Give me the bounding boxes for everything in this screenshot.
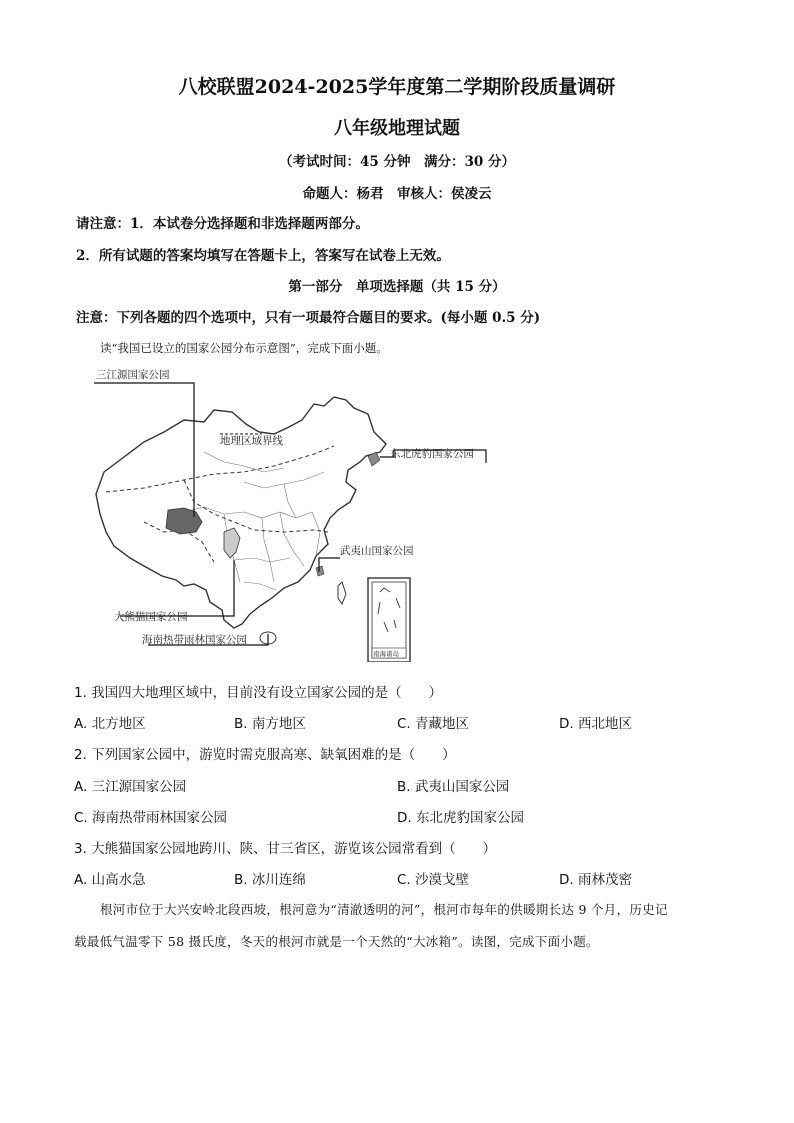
taiwan-island — [338, 582, 346, 604]
note-2: 2．所有试题的答案均填写在答题卡上，答案写在试卷上无效。 — [76, 248, 450, 264]
label-nanhai: 南海诸岛 — [373, 650, 399, 658]
china-map-svg — [84, 362, 504, 662]
q1-option-c[interactable]: C. 青藏地区 — [397, 716, 470, 732]
q1-option-d[interactable]: D. 西北地区 — [559, 716, 632, 732]
label-boundary: 地理区域界线 — [220, 435, 283, 447]
q3-option-b[interactable]: B. 冰川连绵 — [234, 872, 306, 888]
q3-option-c[interactable]: C. 沙漠戈壁 — [397, 872, 470, 888]
exam-subtitle: 八年级地理试题 — [334, 118, 460, 139]
exam-title: 八校联盟2024-2025学年度第二学期阶段质量调研 — [178, 76, 616, 98]
question-1-stem: 1. 我国四大地理区域中，目前没有设立国家公园的是（ ） — [74, 685, 443, 701]
q1-option-b[interactable]: B. 南方地区 — [234, 716, 306, 732]
daxiongmao-area — [224, 528, 240, 558]
question-3-stem: 3. 大熊猫国家公园地跨川、陕、甘三省区，游览该公园常看到（ ） — [74, 841, 497, 857]
label-sanjiangyuan: 三江源国家公园 — [96, 369, 170, 381]
label-wuyishan: 武夷山国家公园 — [340, 545, 414, 557]
q3-option-a[interactable]: A. 山高水急 — [74, 872, 146, 888]
passage-line-1: 根河市位于大兴安岭北段西坡，根河意为“清澈透明的河”，根河市每年的供暖期长达 9 个月，历史记 — [100, 902, 668, 917]
q1-option-a[interactable]: A. 北方地区 — [74, 716, 146, 732]
section-heading: 第一部分 单项选择题（共 15 分） — [288, 279, 506, 295]
q2-option-d[interactable]: D. 东北虎豹国家公园 — [397, 810, 524, 826]
wuyishan-area — [316, 566, 324, 576]
label-hainan: 海南热带雨林国家公园 — [142, 634, 247, 646]
national-parks-map — [84, 362, 504, 662]
exam-info: （考试时间：45 分钟 满分：30 分） — [279, 154, 515, 170]
q2-option-b[interactable]: B. 武夷山国家公园 — [397, 779, 510, 795]
q3-option-d[interactable]: D. 雨林茂密 — [559, 872, 632, 888]
question-2-stem: 2. 下列国家公园中，游览时需克服高寒、缺氧困难的是（ ） — [74, 747, 456, 763]
dongbei-area — [368, 452, 380, 466]
section-instruction: 注意：下列各题的四个选项中，只有一项最符合题目的要求。(每小题 0.5 分) — [76, 310, 541, 326]
sanjiangyuan-area — [166, 508, 202, 534]
exam-authors: 命题人：杨君 审核人：侯凌云 — [302, 186, 492, 202]
label-daxiongmao: 大熊猫国家公园 — [114, 611, 188, 623]
passage-line-2: 载最低气温零下 58 摄氏度，冬天的根河市就是一个天然的“大冰箱”。读图，完成下面小题。 — [74, 934, 599, 949]
q2-option-c[interactable]: C. 海南热带雨林国家公园 — [74, 810, 228, 826]
label-dongbei: 东北虎豹国家公园 — [390, 448, 474, 460]
note-1: 请注意：1．本试卷分选择题和非选择题两部分。 — [76, 216, 369, 232]
map-intro: 读“我国已设立的国家公园分布示意图”，完成下面小题。 — [100, 341, 388, 355]
q2-option-a[interactable]: A. 三江源国家公园 — [74, 779, 187, 795]
